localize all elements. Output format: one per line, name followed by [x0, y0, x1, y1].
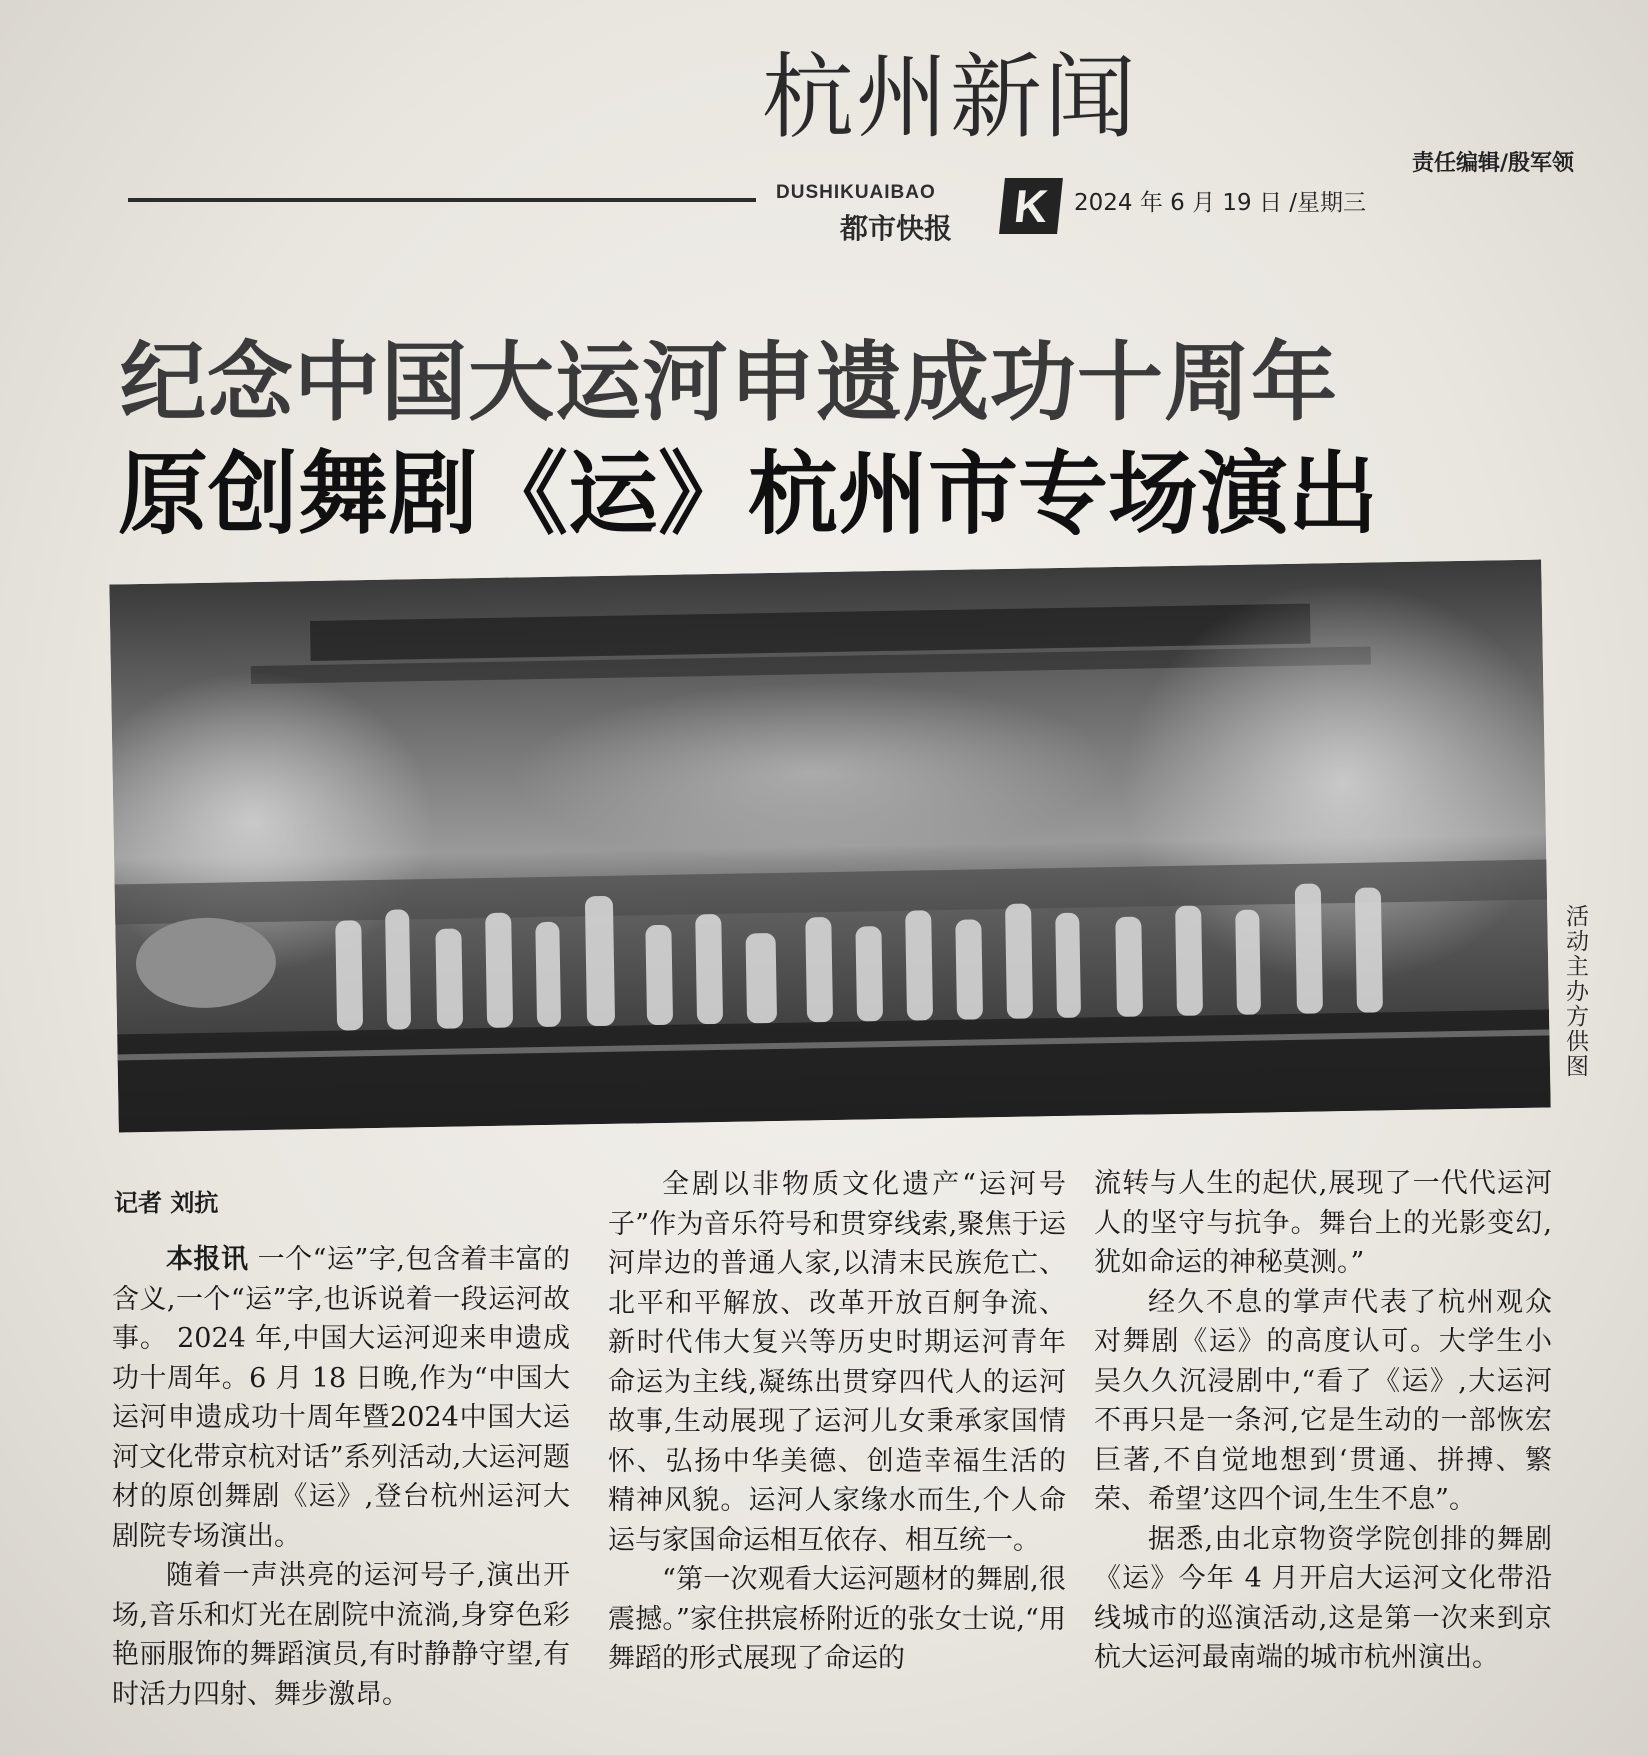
headline-main: 原创舞剧《运》杭州市专场演出: [118, 442, 1378, 547]
article-column-2: [608, 1165, 1066, 1679]
stage-photo-image: [109, 560, 1550, 1133]
article-paragraph: 全剧以非物质文化遗产“运河号子”作为音乐符号和贯穿线索,聚焦于运河岸边的普通人家,以清末民族危亡、北平和平解放、改革开放百舸争流、新时代伟大复兴等历史时期运河青年命运为主线,凝练出贯穿四代人的运河故事,生动展现了运河儿女秉承家国情怀、弘扬中华美德、创造幸福生活的精神风貌。运河人家缘水而生,个人命运与家国命运相互依存、相互统一。: [608, 1169, 1066, 1556]
article-paragraph: “第一次观看大运河题材的舞剧,很震撼。”家住拱宸桥附近的张女士说,“用舞蹈的形式展现了命运的: [608, 1564, 1066, 1674]
article-paragraph: 流转与人生的起伏,展现了一代代运河人的坚守与抗争。舞台上的光影变幻,犹如命运的神秘莫测。”: [1094, 1168, 1552, 1278]
issue-date: 2024 年 6 月 19 日 /星期三: [1074, 190, 1367, 216]
newspaper-logo: K: [999, 178, 1063, 234]
headline-kicker: 纪念中国大运河申遗成功十周年: [120, 333, 1338, 433]
article-column-3: [1094, 1164, 1552, 1678]
article-paragraph: 经久不息的掌声代表了杭州观众对舞剧《运》的高度认可。大学生小吴久久沉浸剧中,“看了《运》,大运河不再只是一条河,它是生动的一部恢宏巨著,不自觉地想到‘贯通、拼搏、繁荣、希望’这四个词,生生不息”。: [1094, 1286, 1552, 1515]
article-column-1: [112, 1240, 570, 1714]
brand-name-english: DUSHIKUAIBAO: [776, 182, 936, 203]
byline: 记者 刘抗: [114, 1189, 219, 1217]
paragraph-text: 一个“运”字,包含着丰富的含义,一个“运”字,也诉说着一段运河故事。 2024 年,中国大运河迎来申遗成功十周年。6 月 18 日晚,作为“中国大运河申遗成功十周年暨2024中国大运河文化带京杭对话”系列活动,大运河题材的原创舞剧《运》,登台杭州运河大剧院专场演出。: [112, 1244, 570, 1552]
lead-tag: 本报讯: [166, 1244, 249, 1275]
responsible-editor: 责任编辑/殷军领: [1412, 151, 1575, 176]
section-title: 杭州新闻: [762, 44, 1139, 151]
photo-credit: 活动主办方供图: [1562, 904, 1588, 1079]
article-paragraph: 随着一声洪亮的运河号子,演出开场,音乐和灯光在剧院中流淌,身穿色彩艳丽服饰的舞蹈演员,有时静静守望,有时活力四射、舞步激昂。: [112, 1560, 570, 1710]
masthead-rule: [128, 198, 756, 202]
article-paragraph: 据悉,由北京物资学院创排的舞剧《运》今年 4 月开启大运河文化带沿线城市的巡演活动,这是第一次来到京杭大运河最南端的城市杭州演出。: [1094, 1523, 1552, 1673]
article-paragraph: [112, 1240, 570, 1556]
stage-photo: [109, 560, 1550, 1133]
brand-name-chinese: 都市快报: [840, 212, 953, 245]
